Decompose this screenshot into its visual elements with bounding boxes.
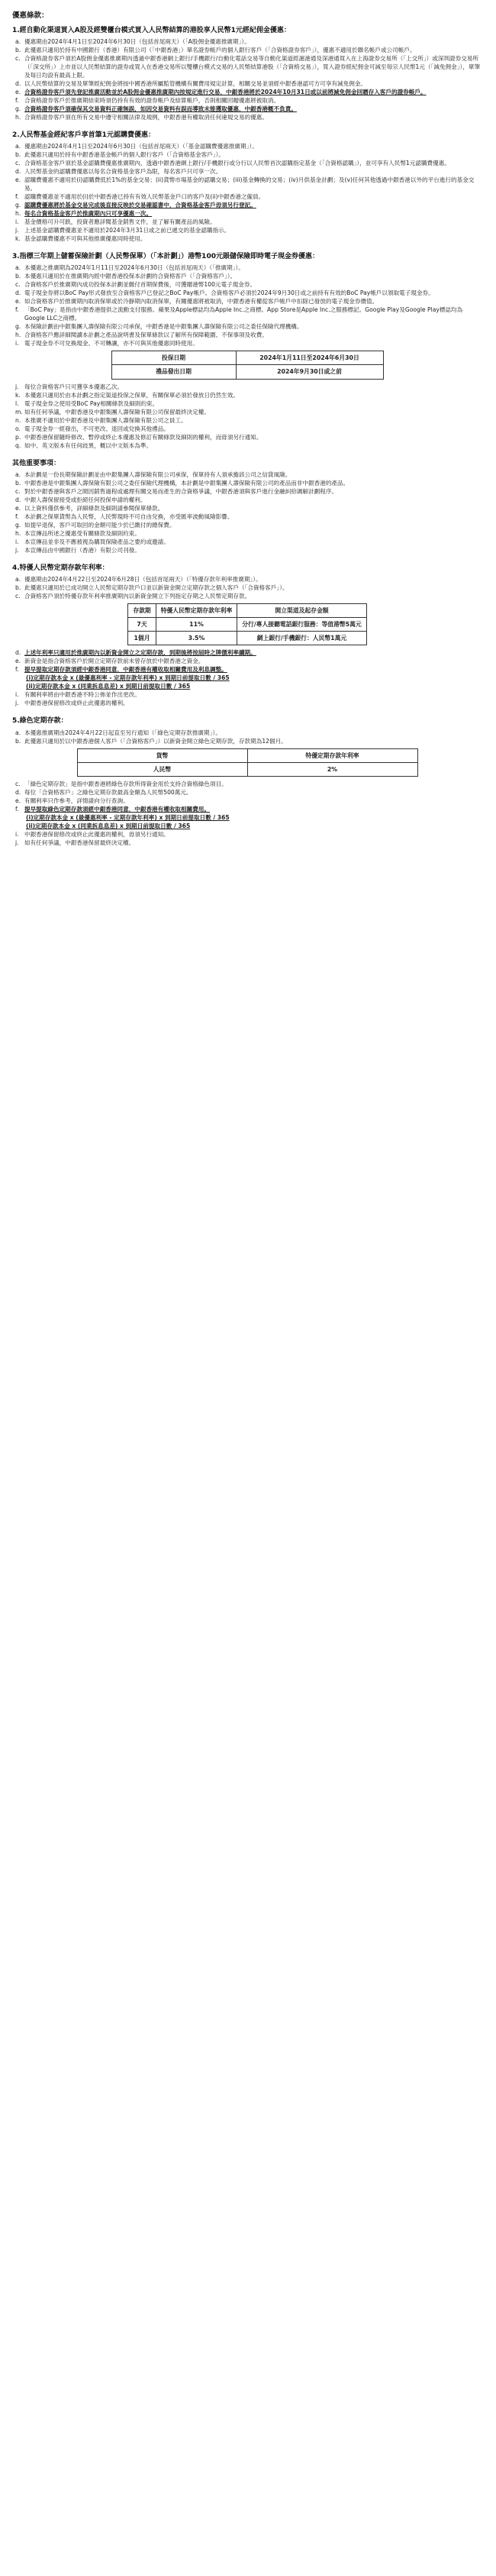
- list-item: j. 中銀香港保留修改或終止此優惠的權利。: [15, 700, 129, 707]
- list-item: d. 電子現金券將以BoC Pay形式發放至合資格客戶已登記之BoC Pay帳戶。合資格客戶必須於2024年9月30日或之前持有有效的BoC Pay帳戶以領取電子現金券。: [15, 289, 434, 296]
- other-matters-list: [12, 470, 482, 554]
- list-item: a. 本計劃是一份長期保險計劃並由中銀集團人壽保險有限公司承保，保單持有人須承擔該公司之信貸風險。: [15, 470, 291, 478]
- list-item: (ii)定期存款本金 x (同業拆息息差) x 到期日前提取日數 / 365: [26, 823, 191, 830]
- green-deposit-rate-table: [77, 748, 418, 777]
- list-item: h. 合資格證券客戶須在所有交易中遵守相關法律及規例，中銀香港有權取消任何違規交易的優惠。: [15, 113, 268, 121]
- list-item: e. 合資格證券客戶須先登記推廣活動並於A股佣金優惠推廣期內按規定進行交易，中銀香港將於2024年10月31日或以前將減免佣金回贈存入客戶的證券帳戶。: [15, 88, 427, 95]
- terms-page: [0, 0, 496, 855]
- table-cell: 1個月: [128, 632, 156, 645]
- offers-heading: 優惠條款：: [12, 11, 49, 20]
- section-1-list: [12, 37, 482, 121]
- table-cell: 網上銀行/手機銀行：人民幣1萬元: [237, 632, 366, 645]
- list-item: b. 此優惠只適用於以中銀香港個人客戶（「合資格客戶」）以新資金開立綠色定期存款，存款期為12個月。: [15, 737, 287, 745]
- list-item: f. 認購費優惠並不適用於(i)於中銀香港已持有有效人民幣基金戶口的客戶及(ii)中銀香港之僱員。: [15, 192, 265, 200]
- list-item: e. 如合資格客戶於推廣期內取消保單或於冷靜期內取消保單，有關優惠將被取消，中銀香港有權從客戶帳戶中扣除已發放的電子現金券價值。: [15, 297, 378, 305]
- list-item: o. 電子現金券一經發出，不可更改、退回或兌換其他禮品。: [15, 425, 169, 432]
- table-cell: 2%: [247, 762, 417, 776]
- table-row: [111, 351, 383, 364]
- table-header: 存款期: [128, 603, 156, 617]
- list-item: b. 中銀香港是中銀集團人壽保險有限公司之委任保險代理機構，本計劃是中銀集團人壽保險有限公司的產品而非中銀香港的產品。: [15, 479, 349, 486]
- list-item: (i)定期存款本金 x (最優惠利率 - 定期存款年利率) x 到期日前提取日數 / 365: [26, 814, 230, 822]
- list-item: (ii)定期存款本金 x (同業拆息息差) x 到期日前提取日數 / 365: [26, 683, 191, 690]
- table-header-row: [77, 748, 417, 762]
- table-row: [77, 762, 417, 776]
- list-item: a. 優惠期由2024年4月1日至2024年6月30日（包括首尾兩天）（「基金認購費優惠推廣期」）。: [15, 142, 258, 150]
- list-item: k. 基金認購費優惠不可與其他推廣優惠同時使用。: [15, 234, 147, 242]
- list-item: (i)定期存款本金 x (最優惠利率 - 定期存款年利率) x 到期日前提取日數 / 365: [26, 674, 230, 682]
- section-3-title: 3.指標三年期上儲蓄保險計劃（人民幣保單）（「本計劃」）港幣100元賬儲保險即時電子現金券優惠：: [12, 252, 319, 260]
- list-item: g. 認購費優惠將於基金交易完成後直接反映於交易確認書中，合資格基金客戶毋須另行登記。: [15, 201, 256, 208]
- list-item: f. 本計劃之保單貨幣為人民幣，人民幣現時不可自由兌換，亦受匯率波動風險影響。: [15, 512, 234, 520]
- table-cell: 分行/專人接聽電話銀行服務：等值港幣5萬元: [237, 617, 366, 631]
- list-item: b. 本優惠只適用於在推廣期內經中銀香港投保本計劃的合資格客戶（「合資格客戶」）。: [15, 272, 237, 280]
- list-item: h. 合資格客戶應詳細閱讀本計劃之產品說明書及保單條款以了解所有保障範圍、不保事項及收費。: [15, 331, 268, 338]
- table-cell: 禮品發出日期: [111, 365, 236, 379]
- list-item: i. 基金價格可升可跌，投資者應詳閱基金銷售文件，並了解有關產品的風險。: [15, 218, 216, 225]
- list-item: c. 合資格客戶於推廣期內成功投保本計劃並繳付首期保費後，可獲贈港幣100元電子現金券。: [15, 280, 256, 288]
- list-item: n. 本推廣不適用於中銀香港及中銀集團人壽保險有限公司之員工。: [15, 416, 187, 424]
- list-item: b. 此優惠只適用於持有中國銀行（香港）有限公司（「中銀香港」）單名證券帳戶的個人銀行客戶（「合資格證券客戶」），優惠不適用於聯名帳戶或公司帳戶。: [15, 46, 416, 53]
- list-item: c. 合資格證券客戶須於A股佣金優惠推廣期內透過中銀香港網上銀行/手機銀行/自動化電話交易等自動化渠道經滬港通及深港通買入在上海證券交易所（「上交所」）或深圳證券交易所（「深交所」）上市並以人民幣結算的證券或買入在香港交易所以雙櫃台模式交易的人民幣結算港股（「合資格交易」），買入證券經紀佣金可減至每宗人民幣1元（「減免佣金」），單筆及每日均設有最高上限。: [15, 54, 481, 79]
- section-5-list-2: [12, 780, 482, 847]
- table-header: 特優人民幣定期存款年利率: [156, 603, 237, 617]
- list-item: i. 本宣傳品並非及不應被視為購買保險產品之要約或邀請。: [15, 538, 169, 545]
- list-item: j. 每位合資格客戶只可獲享本優惠乙次。: [15, 383, 124, 390]
- section-4-list: [12, 575, 482, 600]
- list-item: p. 中銀香港保留隨時修改、暫停或終止本優惠及修訂有關條款及細則的權利，而毋須另行通知。: [15, 433, 262, 441]
- section-5-list: [12, 729, 482, 745]
- list-item: j. 上述基金認購費優惠並不適用於2024年3月31日或之前已遞交的基金認購指示。: [15, 226, 230, 234]
- list-item: k. 本優惠只適用於由本計劃之指定渠道投保之保單，有關保單必須於發放日仍然生效。: [15, 391, 239, 399]
- list-item: e. 以上資料僅供參考，詳細條款及細則請參閱保單條款。: [15, 504, 164, 512]
- table-header: 特優定期存款年利率: [247, 748, 417, 762]
- list-item: d. 每位「合資格客戶」之綠色定期存款最高金額為人民幣500萬元。: [15, 789, 192, 797]
- list-item: f. 合資格證券客戶於推廣期結束時須仍持有有效的證券帳戶及結算帳戶，否則相關回贈優惠將被取消。: [15, 96, 280, 104]
- section-5-title: 5.綠色定期存款：: [12, 717, 68, 726]
- table-row: [128, 617, 366, 631]
- list-item: a. 優惠期由2024年4月1日至2024年6月30日（包括首尾兩天）（「A股佣金優惠推廣期」）。: [15, 37, 250, 45]
- list-item: g. 如提早退保，客戶可取回的金額可能少於已繳付的總保費。: [15, 521, 176, 528]
- list-item: d. 上述年利率只適用於推廣期內以新資金開立之定期存款，到期後將按屆時之牌價利率續期。: [15, 649, 256, 657]
- list-item: c. 「綠色定期存款」是指中銀香港將綠色存款所得資金用於支持合資格綠色項目。: [15, 781, 227, 788]
- list-item: m. 如有任何爭議，中銀香港及中銀集團人壽保險有限公司保留最終決定權。: [15, 408, 210, 415]
- list-item: i. 中銀香港保留修改或終止此優惠的權利，毋須另行通知。: [15, 831, 169, 839]
- list-item: h. 本宣傳品所述之優惠受有關條款及細則約束。: [15, 529, 140, 537]
- table-header: 貨幣: [77, 748, 247, 762]
- list-item: i. 電子現金券不可兌換現金、不可轉讓，亦不可與其他優惠同時使用。: [15, 339, 198, 347]
- table-cell: 11%: [156, 617, 237, 631]
- list-item: b. 此優惠只適用於已成功開立人民幣定期存款戶口並以新資金開立定期存款之個人客戶（「合資格客戶」）。: [15, 583, 288, 591]
- list-item: c. 合資格基金客戶須於基金認購費優惠推廣期內，透過中銀香港網上銀行/手機銀行或分行以人民幣首次認購指定基金（「合資格認購」），並可享有人民幣1元認購費優惠。: [15, 159, 450, 166]
- list-item: b. 此優惠只適用於持有中銀香港基金帳戶的個人銀行客戶（「合資格基金客戶」）。: [15, 150, 224, 158]
- list-item: f. 提早提取綠色定期存款須經中銀香港同意，中銀香港有權收取相關費用。: [15, 806, 210, 813]
- list-item: e. 有關利率只作參考，詳情請向分行查詢。: [15, 797, 129, 805]
- rmb-deposit-rate-table: [127, 603, 366, 646]
- list-item: d. 以人民幣結算的交易及單筆經紀佣金將按中國香港所屬監管機構有關費用規定計算，相關交易並須經中銀香港認可方可享有減免佣金。: [15, 79, 367, 87]
- table-row: [128, 632, 366, 645]
- list-item: g. 本保險計劃由中銀集團人壽保險有限公司承保，中銀香港是中銀集團人壽保險有限公司之委任保險代理機構。: [15, 322, 303, 330]
- section-4-title: 4.特優人民幣定期存款年利率：: [12, 564, 109, 572]
- list-item: c. 合資格客戶須於特優存款年利率推廣期內以新資金開立下列指定存期之人民幣定期存款。: [15, 592, 251, 600]
- table-cell: 2024年9月30日或之前: [236, 365, 383, 379]
- list-item: f. 「BoC Pay」是指由中銀香港提供之流動支付服務。蘋果及Apple標誌均為Apple Inc.之商標。App Store是Apple Inc.之服務標記。Google Play及Google Play標誌均為Google LLC之商標。: [15, 305, 463, 322]
- list-item: c. 對於中銀香港與客戶之間因銷售過程或處理有關交易而產生的合資格爭議，中銀香港須與客戶進行金融糾紛調解計劃程序。: [15, 487, 338, 495]
- list-item: q. 如中、英文版本有任何歧異，概以中文版本為準。: [15, 441, 153, 449]
- section-3-list: [12, 263, 482, 347]
- section-4-list-2: [12, 648, 482, 707]
- list-item: f. 提早提取定期存款須經中銀香港同意，中銀香港有權收取相關費用及利息調整。: [15, 666, 227, 674]
- section-1-title: 1.經自動化渠道買入A股及經雙櫃台模式買入人民幣結算的港股享人民幣1元經紀佣金優惠：: [12, 26, 291, 34]
- list-item: j. 本宣傳品由中國銀行（香港）有限公司刊發。: [15, 546, 140, 554]
- list-item: d. 人民幣基金的認購費優惠以每名合資格基金客戶為限，每名客戶只可享一次。: [15, 167, 222, 175]
- section-2-title: 2.人民幣基金經紀客戶享首筆1元認購費優惠：: [12, 131, 155, 139]
- table-cell: 投保日期: [111, 351, 236, 364]
- gift-date-table: [111, 351, 384, 380]
- list-item: i. 有關利率將由中銀香港不時公佈並作出更改。: [15, 691, 140, 699]
- table-cell: 人民幣: [77, 762, 247, 776]
- list-item: e. 認購費優惠不適用於(i)認購費低於1%的基金交易；(ii)貨幣市場基金的認購交易；(iii)基金轉換的交易；(iv)月供基金計劃；及(v)任何其他透過中銀香港以外的平台進行的基金交易。: [15, 176, 475, 192]
- section-3-list-2: [12, 383, 482, 450]
- table-header: 開立渠道及起存金額: [237, 603, 366, 617]
- table-cell: 3.5%: [156, 632, 237, 645]
- table-header-row: [128, 603, 366, 617]
- list-item: j. 如有任何爭議，中銀香港保留最終決定權。: [15, 839, 135, 847]
- list-item: g. 合資格證券客戶須確保其交易資料正確無誤，如因交易資料有誤而導致未能獲取優惠，中銀香港概不負責。: [15, 105, 297, 112]
- list-item: a. 本優惠之推廣期為2024年1月11日至2024年6月30日（包括首尾兩天）（「推廣期」）。: [15, 263, 244, 271]
- section-2-list: [12, 142, 482, 243]
- table-cell: 2024年1月11日至2024年6月30日: [236, 351, 383, 364]
- list-item: l. 電子現金券之使用受BoC Pay相關條款及細則約束。: [15, 399, 159, 407]
- list-item: a. 優惠期由2024年4月22日至2024年6月28日（包括首尾兩天）（「特優存款年利率推廣期」）。: [15, 575, 262, 583]
- list-item: a. 本優惠推廣期由2024年4月22日起直至另行通知（「綠色定期存款推廣期」）。: [15, 729, 221, 736]
- list-item: h. 每名合資格基金客戶於推廣期內只可享優惠一次。: [15, 209, 153, 217]
- other-matters-title: 其他重要事項：: [12, 459, 61, 467]
- list-item: d. 中銀人壽保留接受或拒絕任何投保申請的權利。: [15, 496, 147, 503]
- table-row: [111, 365, 383, 379]
- table-cell: 7天: [128, 617, 156, 631]
- list-item: e. 新資金是指合資格客戶於開立定期存款前未曾存放於中銀香港之資金。: [15, 658, 205, 665]
